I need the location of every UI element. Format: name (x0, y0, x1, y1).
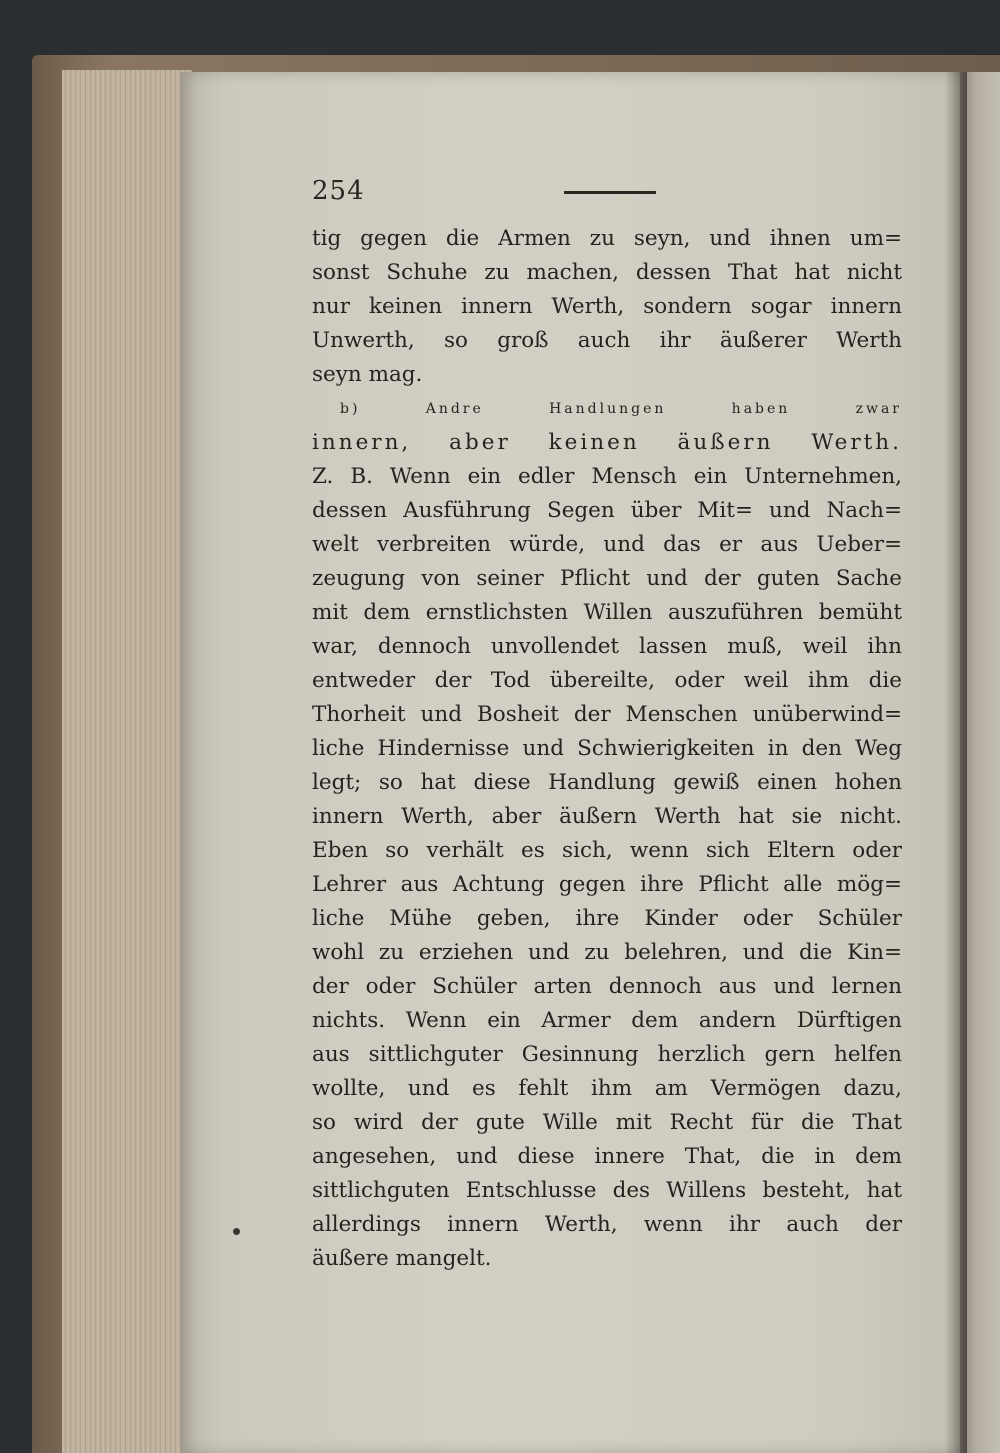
text-line: liche Mühe geben, ihre Kinder oder Schüler (312, 906, 902, 931)
text-line: aus sittlichguter Gesinnung herzlich gern helfen (312, 1042, 902, 1067)
text-line: seyn mag. (312, 362, 423, 387)
page-number: 254 (312, 176, 365, 206)
text-line: Unwerth, so groß auch ihr äußerer Werth (312, 328, 902, 353)
text-line: mit dem ernstlichsten Willen auszuführen bemüht (312, 600, 902, 625)
text-line: welt verbreiten würde, und das er aus Ueber= (312, 532, 902, 557)
page-text (312, 222, 902, 1276)
text-line: entweder der Tod übereilte, oder weil ihm die (312, 668, 902, 693)
text-line: so wird der gute Wille mit Recht für die That (312, 1110, 902, 1135)
text-line: Lehrer aus Achtung gegen ihre Pflicht alle mög= (312, 872, 902, 897)
text-line: sittlichguten Entschlusse des Willens besteht, hat (312, 1178, 902, 1203)
text-line: Thorheit und Bosheit der Menschen unüberwind= (312, 702, 902, 727)
gutter-shadow (945, 72, 967, 1453)
text-line: nichts. Wenn ein Armer dem andern Dürftigen (312, 1008, 902, 1033)
text-line: b) Andre Handlungen haben zwar (340, 401, 902, 417)
text-line: war, dennoch unvollendet lassen muß, weil ihn (312, 634, 902, 659)
text-line: legt; so hat diese Handlung gewiß einen hohen (312, 770, 902, 795)
text-line: tig gegen die Armen zu seyn, und ihnen um= (312, 226, 902, 251)
text-line: liche Hindernisse und Schwierigkeiten in den Weg (312, 736, 902, 761)
text-line: allerdings innern Werth, wenn ihr auch der (312, 1212, 902, 1237)
text-line: sonst Schuhe zu machen, dessen That hat nicht (312, 260, 902, 285)
text-line: innern Werth, aber äußern Werth hat sie nicht. (312, 804, 902, 829)
text-line: nur keinen innern Werth, sondern sogar innern (312, 294, 902, 319)
margin-mark (233, 1228, 240, 1235)
text-line: dessen Ausführung Segen über Mit= und Nach= (312, 498, 902, 523)
text-line: wollte, und es fehlt ihm am Vermögen dazu, (312, 1076, 902, 1101)
text-line: angesehen, und diese innere That, die in dem (312, 1144, 902, 1169)
page-stack-edge (62, 70, 192, 1453)
text-line: äußere mangelt. (312, 1246, 492, 1271)
text-line: der oder Schüler arten dennoch aus und lernen (312, 974, 902, 999)
text-line: wohl zu erziehen und zu belehren, und die Kin= (312, 940, 902, 965)
text-line: Eben so verhält es sich, wenn sich Eltern oder (312, 838, 902, 863)
text-line: Z. B. Wenn ein edler Mensch ein Unternehmen, (312, 464, 902, 489)
header-rule (564, 191, 656, 194)
page-header (312, 176, 712, 216)
text-line: innern, aber keinen äußern Werth. (312, 430, 902, 455)
text-line: zeugung von seiner Pflicht und der guten Sache (312, 566, 902, 591)
